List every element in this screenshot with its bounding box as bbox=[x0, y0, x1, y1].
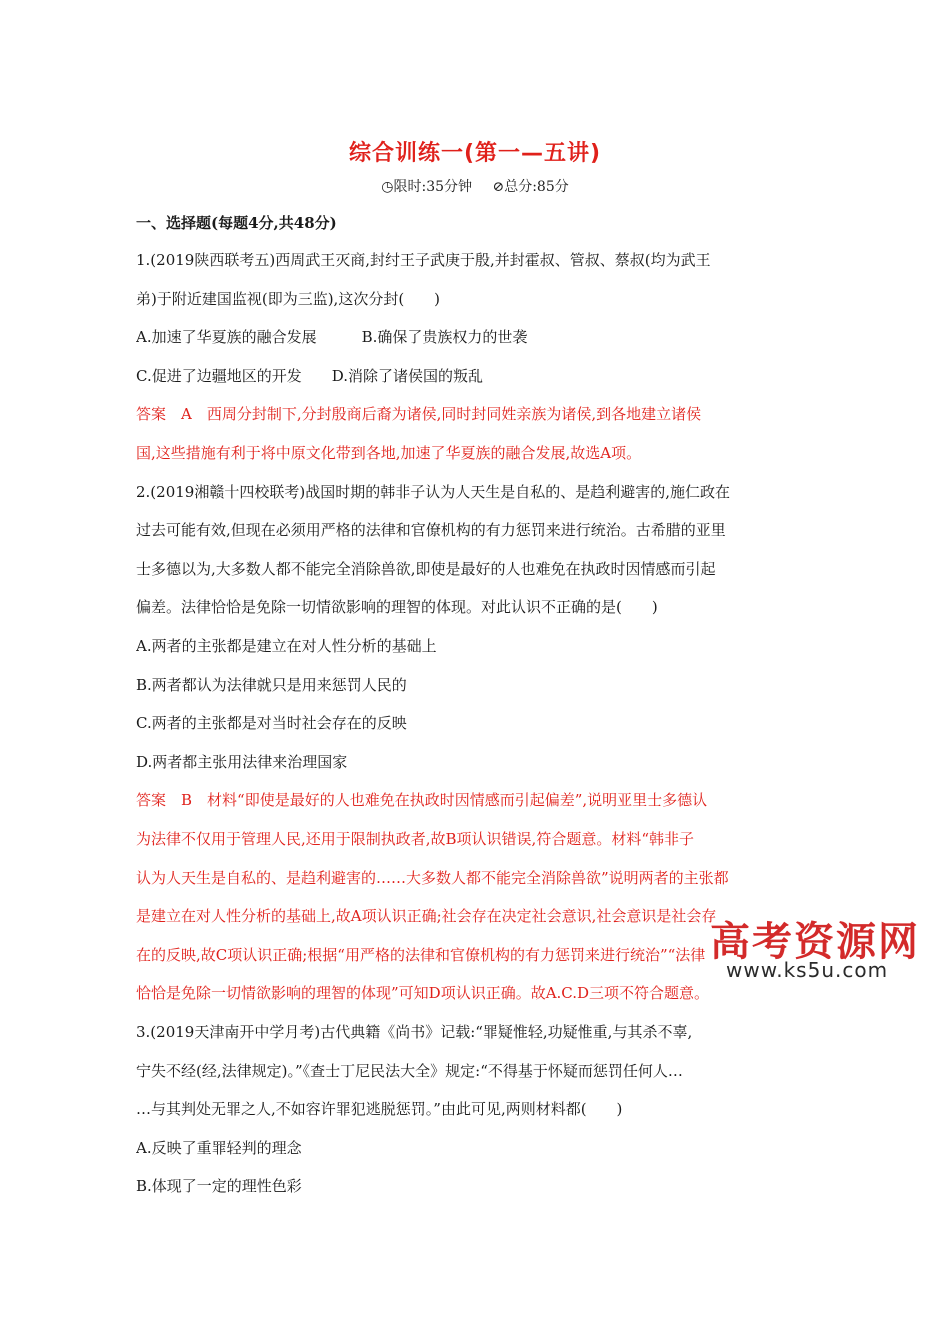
question-line: 1.(2019陕西联考五)西周武王灭商,封纣王子武庚于殷,并封霍叔、管叔、蔡叔(均为武王 bbox=[136, 251, 711, 269]
question-line: …与其判处无罪之人,不如容许罪犯逃脱惩罚。”由此可见,两则材料都( ) bbox=[136, 1100, 623, 1119]
question-line: 士多德以为,大多数人都不能完全消除兽欲,即使是最好的人也难免在执政时因情感而引起 bbox=[136, 559, 716, 578]
question-line: 过去可能有效,但现在必须用严格的法律和官僚机构的有力惩罚来进行统治。古希腊的亚里 bbox=[136, 521, 726, 540]
exam-meta bbox=[0, 176, 950, 196]
question-line: A.加速了华夏族的融合发展 B.确保了贵族权力的世袭 bbox=[136, 328, 528, 347]
answer-line: 国,这些措施有利于将中原文化带到各地,加速了华夏族的融合发展,故选A项。 bbox=[136, 444, 642, 462]
section-heading: 一、选择题(每题4分,共48分) bbox=[136, 214, 337, 232]
answer-line: 答案 A 西周分封制下,分封殷商后裔为诸侯,同时封同姓亲族为诸侯,到各地建立诸侯 bbox=[136, 405, 702, 424]
answer-line: 认为人天生是自私的、是趋利避害的……大多数人都不能完全消除兽欲”说明两者的主张都 bbox=[136, 868, 729, 887]
answer-line: 恰恰是免除一切情欲影响的理智的体现”可知D项认识正确。故A.C.D三项不符合题意。 bbox=[136, 984, 710, 1003]
question-line: 宁失不经(经,法律规定)。”《查士丁尼民法大全》规定:“不得基于怀疑而惩罚任何人… bbox=[136, 1061, 683, 1080]
question-line: C.促进了边疆地区的开发 D.消除了诸侯国的叛乱 bbox=[136, 366, 483, 385]
question-line: C.两者的主张都是对当时社会存在的反映 bbox=[136, 714, 407, 733]
question-line: A.反映了重罪轻判的理念 bbox=[136, 1138, 302, 1157]
total-score: ⊘总分:85分 bbox=[492, 179, 569, 195]
answer-line: 为法律不仅用于管理人民,还用于限制执政者,故B项认识错误,符合题意。材料“韩非子 bbox=[136, 830, 694, 848]
question-line: 偏差。法律恰恰是免除一切情欲影响的理智的体现。对此认识不正确的是( ) bbox=[136, 598, 658, 617]
answer-line: 答案 B 材料“即使是最好的人也难免在执政时因情感而引起偏差”,说明亚里士多德认 bbox=[136, 791, 708, 810]
question-line: B.体现了一定的理性色彩 bbox=[136, 1177, 302, 1196]
answer-line: 在的反映,故C项认识正确;根据“用严格的法律和官僚机构的有力惩罚来进行统治”“法律 bbox=[136, 945, 706, 964]
question-line: 2.(2019湘赣十四校联考)战国时期的韩非子认为人天生是自私的、是趋利避害的,施仁政在 bbox=[136, 482, 730, 501]
question-line: 3.(2019天津南开中学月考)古代典籍《尚书》记载:“罪疑惟轻,功疑惟重,与其杀不辜, bbox=[136, 1023, 693, 1041]
question-line: 弟)于附近建国监视(即为三监),这次分封( ) bbox=[136, 289, 441, 308]
watermark-brand: 高考资源网 bbox=[710, 919, 920, 965]
page-title: 综合训练一(第一—五讲) bbox=[348, 141, 602, 166]
time-limit: ◷限时:35分钟 bbox=[381, 179, 473, 195]
watermark-url: www.ks5u.com bbox=[726, 958, 889, 982]
question-line: B.两者都认为法律就只是用来惩罚人民的 bbox=[136, 675, 407, 694]
question-line: D.两者都主张用法律来治理国家 bbox=[136, 752, 348, 771]
question-line: A.两者的主张都是建立在对人性分析的基础上 bbox=[136, 637, 437, 655]
answer-line: 是建立在对人性分析的基础上,故A项认识正确;社会存在决定社会意识,社会意识是社会存 bbox=[136, 907, 717, 926]
